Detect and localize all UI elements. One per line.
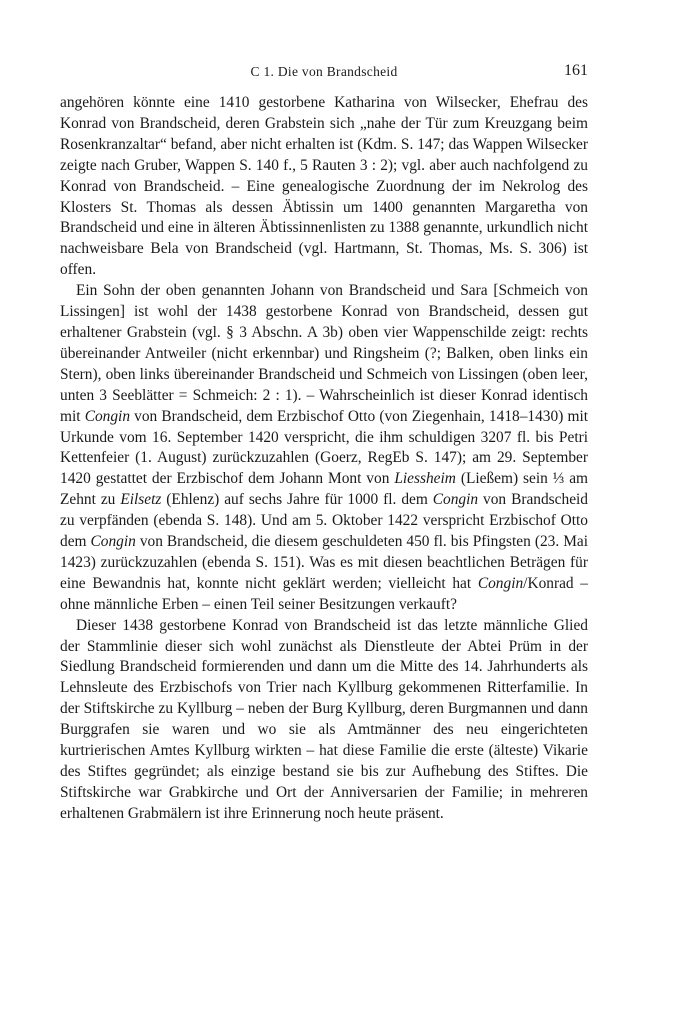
page-number: 161 [564,62,588,79]
text-run: (Ehlenz) auf sechs Jahre für 1000 fl. dem [161,491,433,509]
text-run: Ein Sohn der oben genannten Johann von Brandscheid und Sara [Schmeich von Lissingen] ist wohl der 1438 gestorbene Konrad von Brandscheid, dessen gut erhaltener Grabstein (vgl. § 3 Abschn. A 3b) oben vier Wappenschilde zeigt: rechts übereinander Antweiler (nicht erkennbar) und Ringsheim (?; Balken, oben links ein Stern), oben links übereinander Brandscheid und Schmeich von Lissingen (oben leer, unten 3 Seeblätter = Schmeich: 2 : 1). – Wahrscheinlich ist dieser Konrad identisch mit [60,282,588,425]
text-run: Dieser 1438 gestorbene Konrad von Brandscheid ist das letzte männliche Glied der Stammlinie dieser sich wohl zunächst als Dienstleute der Abtei Prüm in der Siedlung Brandscheid formierenden und dann um die Mitte des 14. Jahrhunderts als Lehnsleute des Erzbischofs von Trier nach Kyllburg gekommenen Ritterfamilie. In der Stiftskirche zu Kyllburg – neben der Burg Kyllburg, deren Burgmannen und dann Burggrafen sie waren und wo sie als Amtmänner des neu eingerichteten kurtrierischen Amtes Kyllburg wirkten – hat diese Familie die erste (älteste) Vikarie des Stiftes gegründet; als einzige bestand sie bis zur Aufhebung des Stiftes. Die Stiftskirche war Grabkirche und Ort der Anniversarien der Familie; in mehreren erhaltenen Grabmälern ist ihre Erinnerung noch heute präsent. [60,616,588,822]
text-run: von Brandscheid, dem Erzbischof Otto (von Ziegenhain, 1418–1430) mit Urkunde vom 16. September 1420 verspricht, die ihm schuldigen 3207 fl. bis Petri Kettenfeier (1. August) zurückzuzahlen (Goerz, RegEb S. 147); am 29. September 1420 gestattet der Erzbischof dem Johann Mont von [60,407,588,488]
text-run: von Brandscheid, die diesem geschuldeten 450 fl. bis Pfingsten (23. Mai 1423) zurückzuzahlen (ebenda S. 151). Was es mit diesen beachtlichen Beträgen für eine Bewandnis hat, konnte nicht geklärt werden; vielleicht hat [60,533,588,592]
italic-term: Congin [84,407,131,425]
body-text [60,93,588,825]
italic-term: Eilsetz [120,491,162,509]
italic-term: Congin [90,533,136,551]
paragraph [60,616,588,825]
paragraph [60,93,588,281]
text-run: angehören könnte eine 1410 gestorbene Katharina von Wilsecker, Ehefrau des Konrad von Brandscheid, deren Grabstein sich „nahe der Tür zum Kreuzgang beim Rosenkranzaltar“ befand, aber nicht erhalten ist (Kdm. S. 147; das Wappen Wilsecker zeigte nach Gruber, Wappen S. 140 f., 5 Rauten 3 : 2); vgl. aber auch nachfolgend zu Konrad von Brandscheid. – Eine genealogische Zuordnung der im Nekrolog des Klosters St. Thomas als dessen Äbtissin um 1400 genannten Margaretha von Brandscheid und eine in älteren Äbtissinnenlisten zu 1388 genannte, urkundlich nicht nachweisbare Bela von Brandscheid (vgl. Hartmann, St. Thomas, Ms. S. 306) ist offen. [60,94,588,279]
text-run: /Konrad – ohne männliche Erben – einen Teil seiner Besitzungen verkauft? [60,574,588,613]
italic-term: Congin [432,491,479,509]
paragraph [60,281,588,616]
running-head [60,62,588,84]
italic-term: Congin [477,574,524,592]
italic-term: Liessheim [394,470,456,488]
running-title: C 1. Die von Brandscheid [250,64,398,79]
text-run: (Ließem) sein ⅓ am Zehnt zu [60,470,588,509]
text-run: von Brandscheid zu verpfänden (ebenda S. 148). Und am 5. Oktober 1422 verspricht Erzbischof Otto dem [60,491,588,551]
book-page [60,0,588,1016]
